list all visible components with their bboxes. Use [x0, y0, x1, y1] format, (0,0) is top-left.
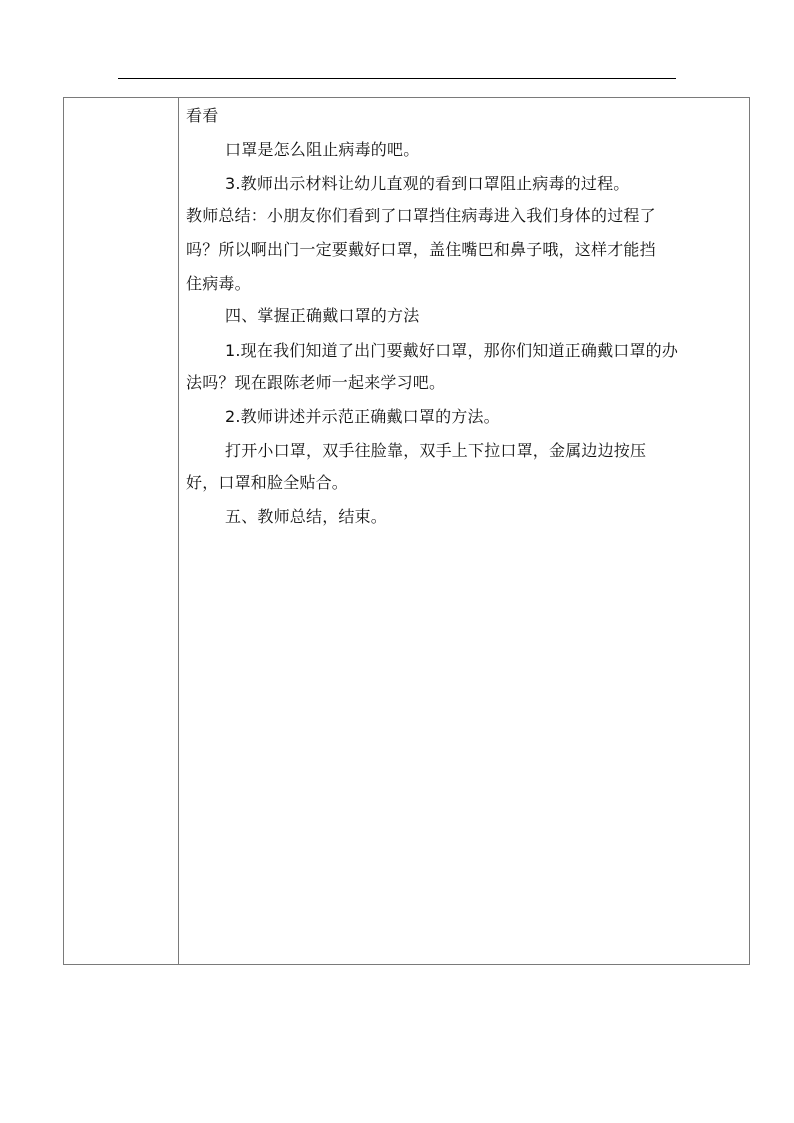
- text-line-9: 法吗？现在跟陈老师一起来学习吧。: [186, 373, 446, 392]
- text-line-1: 看看: [186, 106, 219, 125]
- text-line-12: 好，口罩和脸全贴合。: [186, 473, 349, 492]
- text-line-5: 吗？所以啊出门一定要戴好口罩，盖住嘴巴和鼻子哦，这样才能挡: [186, 240, 656, 259]
- text-line-6: 住病毒。: [186, 274, 251, 293]
- section-heading-4: 四、掌握正确戴口罩的方法: [225, 306, 420, 325]
- section-heading-5: 五、教师总结，结束。: [225, 507, 388, 526]
- label-column: [64, 98, 179, 964]
- text-line-11: 打开小口罩，双手往脸靠，双手上下拉口罩，金属边边按压: [225, 441, 647, 460]
- text-line-2: 口罩是怎么阻止病毒的吧。: [225, 140, 420, 159]
- lesson-table: [63, 97, 750, 965]
- text-line-10: 2.教师讲述并示范正确戴口罩的方法。: [225, 407, 500, 426]
- content-column: [179, 98, 749, 964]
- text-line-4: 教师总结：小朋友你们看到了口罩挡住病毒进入我们身体的过程了: [186, 206, 656, 225]
- text-line-8: 1.现在我们知道了出门要戴好口罩，那你们知道正确戴口罩的办: [225, 341, 679, 360]
- text-line-3: 3.教师出示材料让幼儿直观的看到口罩阻止病毒的过程。: [225, 174, 630, 193]
- header-rule: [118, 78, 676, 79]
